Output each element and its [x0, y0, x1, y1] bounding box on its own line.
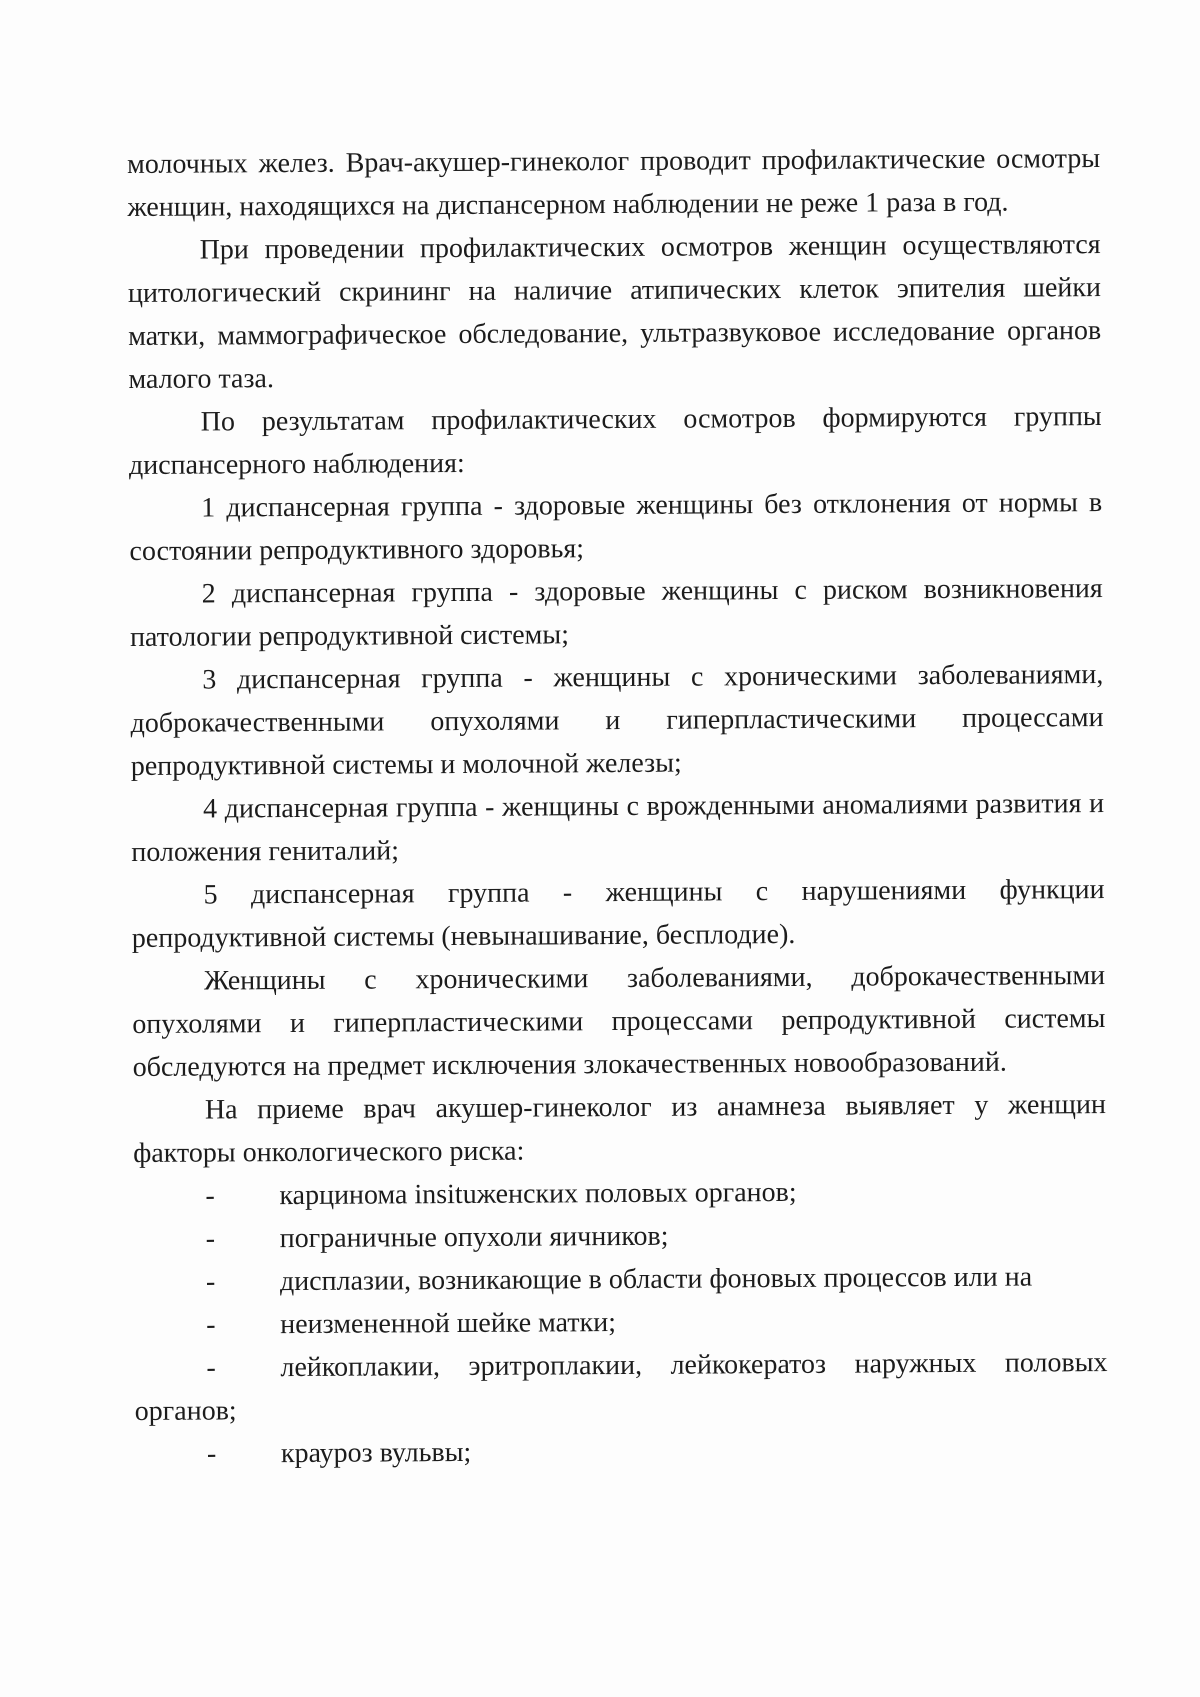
paragraph: молочных желез. Врач-акушер-гинеколог проводит профилактические осмотры женщин, находящихся на диспансерном наблюдении не реже 1 раза в год.	[127, 143, 1101, 223]
list-item-text: лейкоплакии, эритроплакии, лейкокератоз наружных половых органов;	[134, 1347, 1108, 1427]
list-item-text: дисплазии, возникающие в области фоновых процессов или на	[279, 1261, 1033, 1298]
group-3-paragraph: 3 диспансерная группа - женщины с хроническими заболеваниями, доброкачественными опухолями и гиперпластическими процессами репродуктивной системы и молочной железы;	[130, 659, 1104, 782]
paragraph: Женщины с хроническими заболеваниями, доброкачественными опухолями и гиперпластическими процессами репродуктивной системы обследуются на предмет исключения злокачественных новообразований.	[132, 960, 1106, 1083]
list-item	[135, 1427, 1108, 1476]
list-item	[134, 1255, 1107, 1304]
list-dash: -	[206, 1309, 216, 1341]
document-body	[127, 137, 1108, 1476]
list-item	[133, 1169, 1106, 1218]
list-item-text: пограничные опухоли яичников;	[279, 1220, 669, 1255]
paragraph: При проведении профилактических осмотров женщин осуществляются цитологический скрининг на наличие атипических клеток эпителия шейки матки, маммографическое обследование, ультразвуковое исследование органов малого таза.	[127, 229, 1102, 395]
paragraph: По результатам профилактических осмотров формируются группы диспансерного наблюдения:	[128, 401, 1102, 481]
list-dash: -	[206, 1352, 216, 1384]
list-item	[134, 1212, 1107, 1261]
paragraph: На приеме врач акушер-гинеколог из анамнеза выявляет у женщин факторы онкологического риска:	[133, 1089, 1106, 1169]
list-dash: -	[205, 1223, 216, 1255]
list-item	[134, 1341, 1108, 1433]
group-2-paragraph: 2 диспансерная группа - здоровые женщины с риском возникновения патологии репродуктивной системы;	[129, 573, 1103, 653]
list-dash: -	[206, 1438, 217, 1470]
list-dash: -	[205, 1266, 216, 1298]
list-item-text: неизмененной шейке матки;	[280, 1307, 617, 1341]
risk-factor-list	[133, 1169, 1108, 1476]
list-dash: -	[205, 1180, 215, 1212]
group-5-paragraph: 5 диспансерная группа - женщины с нарушениями функции репродуктивной системы (невынашивание, бесплодие).	[131, 874, 1105, 954]
list-item	[134, 1298, 1107, 1347]
group-1-paragraph: 1 диспансерная группа - здоровые женщины без отклонения от нормы в состоянии репродуктивного здоровья;	[129, 487, 1103, 567]
group-4-paragraph: 4 диспансерная группа - женщины с врожденными аномалиями развития и положения гениталий;	[131, 788, 1105, 868]
list-item-text: карцинома insituженских половых органов;	[279, 1176, 797, 1212]
list-item-text: крауроз вульвы;	[280, 1436, 472, 1470]
